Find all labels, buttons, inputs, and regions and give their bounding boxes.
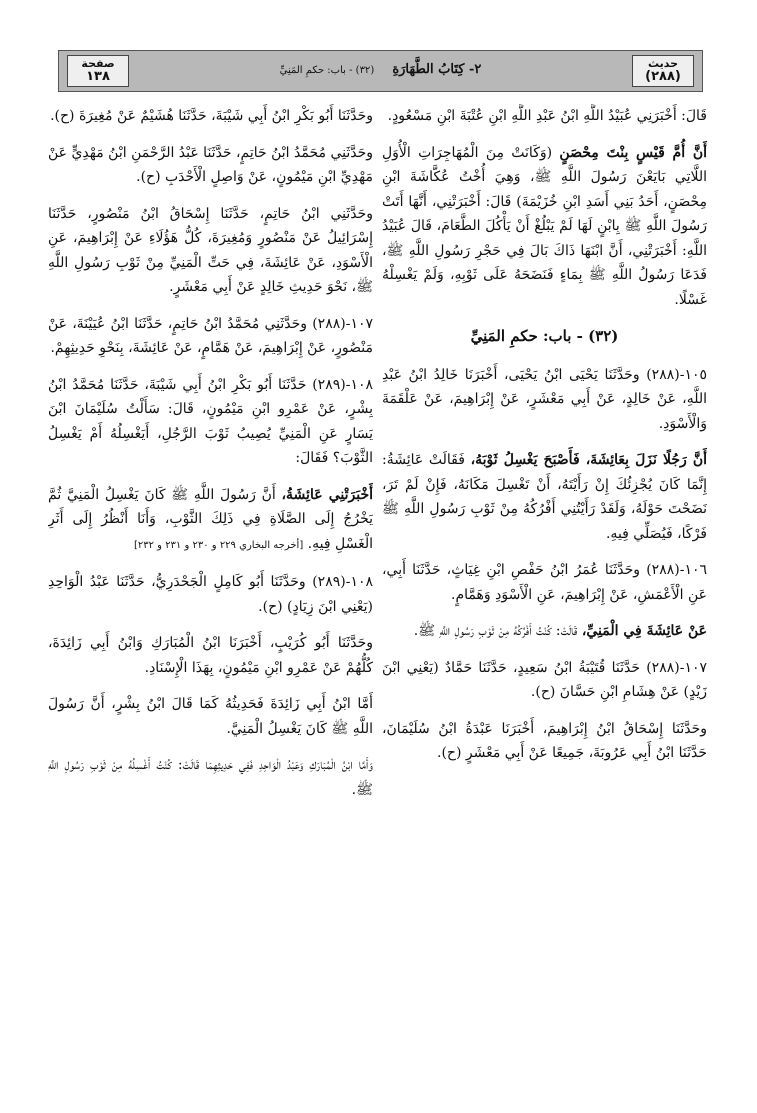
paragraph: ١٠٨-(٢٨٩) حَدَّثَنَا أَبُو بَكْرِ ابْنُ أَبِي شَيْبَةَ، حَدَّثَنَا مُحَمَّدُ ابْنُ بِشْرٍ، عَنْ عَمْرِو ابْنِ مَيْمُونٍ، قَالَ: سَأَلْتُ سُلَيْمَانَ ابْنَ يَسَارٍ عَنِ الْمَنِيِّ يُصِيبُ ثَوْبَ الرَّجُلِ، أَيَغْسِلُهُ أَمْ يَغْسِلُ الثَّوْبَ؟ فَقَالَ: [48,376,373,466]
paragraph: ١٠٥-(٢٨٨) وحَدَّثَنَا يَحْيَى ابْنُ يَحْيَى، أَخْبَرَنَا خَالِدُ ابْنُ عَبْدِ اللَّهِ، عَنْ خَالِدٍ، عَنْ أَبِي مَعْشَرٍ، عَنْ إِبْرَاهِيمَ، عَنْ عَلْقَمَةَ وَالْأَسْوَدِ. [382,366,707,432]
paragraph [382,619,707,644]
paragraph: أَمَّا ابْنُ أَبِي زَائِدَةَ فَحَدِيثُهُ كَمَا قَالَ ابْنُ بِشْرٍ، أَنَّ رَسُولَ اللَّهِ ﷺ كَانَ يَغْسِلُ الْمَنِيَّ. [48,696,373,737]
right-column [382,104,707,1089]
source-reference: [أخرجه البخاري ٢٢٩ و ٢٣٠ و ٢٣١ و ٢٣٢] [133,539,304,551]
hadith-label: حديث [647,57,679,70]
narration-text: فَقَالَتْ عَائِشَةُ: إِنَّمَا كَانَ يُجْزِئُكَ إِنْ رَأَيْتَهُ، أَنْ تَغْسِلَ مَكَانَهُ، فَإِنْ لَمْ تَرَ، نَضَحْتَ حَوْلَهُ، وَلَقَدْ رَأَيْتُنِي أَفْرُكُهُ مِنْ ثَوْبِ رَسُولِ اللَّهِ ﷺ فَرْكًا، فَيُصَلِّي فِيهِ. [382,452,707,542]
narration-text: (وَكَانَتْ مِنَ الْمُهَاجِرَاتِ الْأُوَلِ اللَّاتِي بَايَعْنَ رَسُولَ اللَّهِ ﷺ، وَهِيَ أُخْتُ عُكَّاشَةَ ابْنِ مِحْصَنٍ، أَحَدُ بَنِي أَسَدِ ابْنِ خُزَيْمَةَ) قَالَ: أَخْبَرَتْنِي، أَنَّهَا أَتَتْ رَسُولَ اللَّهِ ﷺ بِابْنٍ لَهَا لَمْ يَبْلُغْ أَنْ يَأْكُلَ الطَّعَامَ، قَالَ عُبَيْدُ اللَّهِ: أَخْبَرَتْنِي، أَنَّ ابْنَهَا ذَاكَ بَالَ فِي حَجْرِ رَسُولِ اللَّهِ ﷺ، فَدَعَا رَسُولُ اللَّهِ ﷺ بِمَاءٍ فَنَضَحَهُ عَلَى ثَوْبِهِ، وَلَمْ يَغْسِلْهُ غَسْلًا. [382,144,707,308]
narration-lead: أَنَّ أُمَّ قَيْسٍ بِنْتَ مِحْصَنٍ [559,144,707,161]
page-header [58,50,703,92]
paragraph: وحَدَّثَنِي ابْنُ حَاتِمٍ، حَدَّثَنَا إِسْحَاقُ ابْنُ مَنْصُورٍ، حَدَّثَنَا إِسْرَائِيلُ عَنْ مَنْصُورٍ وَمُغِيرَةَ، كُلُّ هَؤُلَاءِ عَنْ إِبْرَاهِيمَ، عَنِ الْأَسْوَدِ، عَنْ عَائِشَةَ، فِي حَتِّ الْمَنِيِّ مِنْ ثَوْبِ رَسُولِ اللَّهِ ﷺ، نَحْوَ حَدِيثِ خَالِدٍ عَنْ أَبِي مَعْشَرٍ. [48,205,373,295]
book-title: ٢- كِتَابُ الطَّهَارَةِ [392,62,482,77]
chapter-heading: (٣٢) - باب: حكمِ المَنِيِّ [470,327,619,345]
paragraph: قَالَ: أَخْبَرَنِي عُبَيْدُ اللَّهِ ابْنُ عَبْدِ اللَّهِ ابْنِ عُتْبَةَ ابْنِ مَسْعُودٍ. [387,108,707,124]
narration-text: أَنَّ رَسُولَ اللَّهِ ﷺ كَانَ يَغْسِلُ الْمَنِيَّ ثُمَّ يَخْرُجُ إِلَى الصَّلَاةِ فِي ذَلِكَ الثَّوْبِ، وَأَنَا أَنْظُرُ إِلَى أَثَرِ الْغَسْلِ فِيهِ. [48,486,373,552]
narration-lead: أَنَّ رَجُلًا نَزَلَ بِعَائِشَةَ، فَأَصْبَحَ يَغْسِلُ ثَوْبَهُ، [470,452,707,468]
page-number-box [67,55,129,87]
chapter-title: (٣٢) - باب: حكمِ المَنِيِّ [279,65,375,76]
paragraph [382,448,707,546]
paragraph: وحَدَّثَنَا إِسْحَاقُ ابْنُ إِبْرَاهِيمَ، أَخْبَرَنَا عَبْدَةُ ابْنُ سُلَيْمَانَ، حَدَّثَنَا ابْنُ أَبِي عَرُوبَةَ، جَمِيعًا عَنْ أَبِي مَعْشَرٍ (ح). [382,720,707,761]
paragraph [48,483,373,559]
paragraph: ١٠٧-(٢٨٨) وحَدَّثَنِي مُحَمَّدُ ابْنُ حَاتِمٍ، حَدَّثَنَا ابْنُ عُيَيْنَةَ، عَنْ مَنْصُورٍ، عَنْ إِبْرَاهِيمَ، عَنْ هَمَّامٍ، عَنْ عَائِشَةَ، بِنَحْوِ حَدِيثِهِمْ. [48,315,373,356]
narration-lead: أَخْبَرَتْنِي عَائِشَةُ، [281,486,373,503]
narration-lead: عَنْ عَائِشَةَ فِي الْمَنِيِّ، [581,623,707,639]
paragraph: ١٠٧-(٢٨٨) حَدَّثَنَا قُتَيْبَةُ ابْنُ سَعِيدٍ، حَدَّثَنَا حَمَّادٌ (يَعْنِي ابْنَ زَيْدٍ) عَنْ هِشَامِ ابْنِ حَسَّانَ (ح). [382,659,707,700]
paragraph: ١٠٨-(٢٨٩) وحَدَّثَنَا أَبُو كَامِلٍ الْجَحْدَرِيُّ، حَدَّثَنَا عَبْدُ الْوَاحِدِ (يَعْنِي ابْنَ زِيَادٍ) (ح). [48,574,373,615]
hadith-number: (٢٨٨) [645,68,681,84]
page-number: ١٣٨ [86,68,110,84]
narration-text: قَالَتْ: كُنْتُ أَفْرُكُهُ مِنْ ثَوْبِ رَسُولِ اللَّهِ ﷺ. [413,623,578,639]
paragraph: وَأَمَّا ابْنُ الْمُبَارَكِ وَعَبْدُ الْوَاحِدِ فَفِي حَدِيثِهِمَا قَالَتْ: كُنْتُ أَغْسِلُهُ مِنْ ثَوْبِ رَسُولِ اللَّهِ ﷺ. [48,757,373,798]
left-column [48,104,373,1089]
running-title [141,62,620,77]
hadith-number-box [632,55,694,87]
page-label: صفحة [81,57,115,70]
paragraph: وحَدَّثَنِي مُحَمَّدُ ابْنُ حَاتِمٍ، حَدَّثَنَا عَبْدُ الرَّحْمَنِ ابْنُ مَهْدِيٍّ عَنْ مَهْدِيِّ ابْنِ مَيْمُونٍ، عَنْ وَاصِلٍ الْأَحْدَبِ (ح). [48,144,373,185]
paragraph: وحَدَّثَنَا أَبُو بَكْرِ ابْنُ أَبِي شَيْبَةَ، حَدَّثَنَا هُشَيْمٌ عَنْ مُغِيرَةَ (ح). [50,108,373,124]
paragraph: وحَدَّثَنَا أَبُو كُرَيْبٍ، أَخْبَرَنَا ابْنُ الْمُبَارَكِ وَابْنُ أَبِي زَائِدَةَ، كُلُّهُمْ عَنْ عَمْرِو ابْنِ مَيْمُونٍ، بِهَذَا الْإِسْنَادِ. [48,635,373,676]
paragraph: ١٠٦-(٢٨٨) وحَدَّثَنَا عُمَرُ ابْنُ حَفْصِ ابْنِ غِيَاثٍ، حَدَّثَنَا أَبِي، عَنِ الْأَعْمَشِ، عَنْ إِبْرَاهِيمَ، عَنِ الْأَسْوَدِ وَهَمَّامٍ. [382,562,707,603]
paragraph [382,141,707,313]
